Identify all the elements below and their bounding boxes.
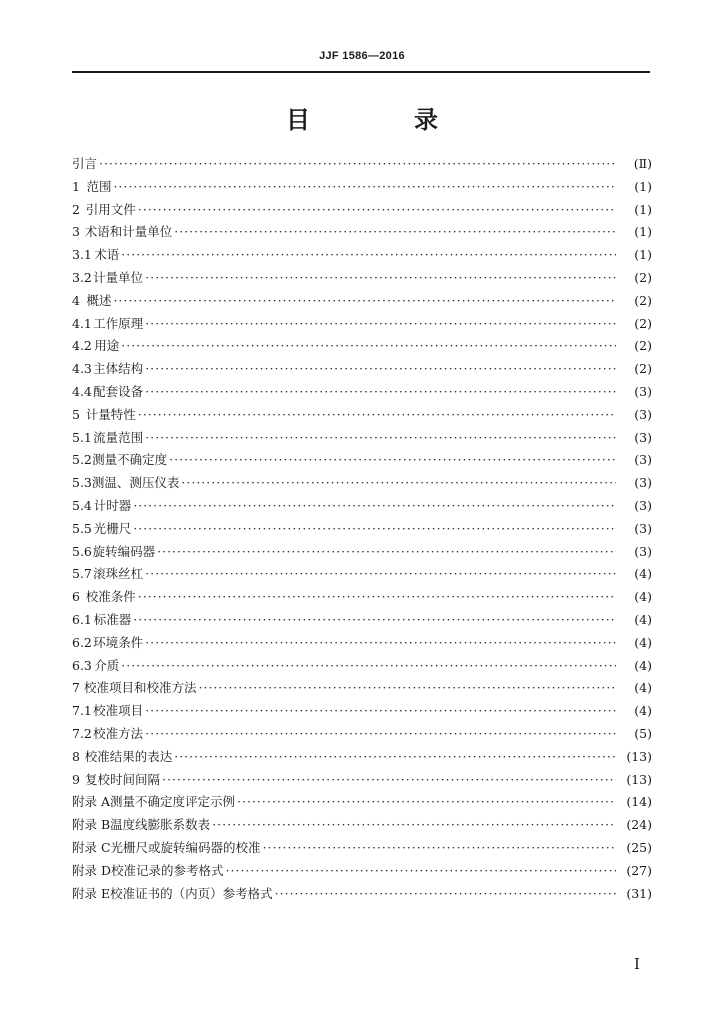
- standard-code: JJF 1586—2016: [319, 50, 405, 62]
- toc-entry-number: 6.3: [72, 657, 92, 673]
- toc-entry[interactable]: [72, 495, 652, 518]
- dot-leader: [145, 700, 616, 723]
- toc-entry-number: 5.4: [72, 497, 92, 513]
- page-number: I: [634, 955, 640, 973]
- toc-entry-label: 用途: [94, 338, 120, 354]
- toc-entry-label: 测量不确定度: [92, 452, 168, 468]
- dot-leader: [174, 746, 616, 769]
- toc-entry-page: (2): [634, 338, 652, 354]
- toc-entry-page: (2): [634, 361, 652, 377]
- toc-entry-label: 光栅尺或旋转编码器的校准: [110, 839, 261, 855]
- dot-leader: [113, 176, 616, 199]
- toc-entry-page: (13): [626, 771, 652, 787]
- toc-entry-page: (25): [626, 839, 652, 855]
- toc-entry[interactable]: [72, 404, 652, 427]
- toc-entry-page: (4): [634, 657, 652, 673]
- toc-entry-page: (14): [626, 794, 652, 810]
- toc-entry-label: 滚珠丝杠: [93, 566, 144, 582]
- dot-leader: [145, 632, 616, 655]
- toc-entry[interactable]: [72, 769, 652, 792]
- toc-entry-page: (4): [634, 611, 652, 627]
- toc-entry[interactable]: [72, 449, 652, 472]
- toc-entry[interactable]: [72, 358, 652, 381]
- toc-entry[interactable]: [72, 427, 652, 450]
- dot-leader: [133, 609, 616, 632]
- toc-entry[interactable]: [72, 199, 652, 222]
- toc-entry-number: 8: [72, 748, 80, 764]
- dot-leader: [157, 541, 616, 564]
- toc-entry-number: 5.5: [72, 520, 92, 536]
- table-of-contents: [72, 153, 652, 905]
- toc-entry-label: 计量单位: [93, 269, 144, 285]
- toc-entry-label: 范围: [86, 178, 112, 194]
- toc-entry-number: 附录 A: [72, 794, 111, 810]
- header-rule: [72, 71, 650, 73]
- toc-entry[interactable]: [72, 883, 652, 906]
- toc-entry-page: (3): [634, 497, 652, 513]
- dot-leader: [145, 358, 616, 381]
- toc-entry-label: 复校时间间隔: [85, 771, 161, 787]
- dot-leader: [212, 814, 616, 837]
- toc-entry-number: 7.2: [72, 725, 92, 741]
- dot-leader: [133, 495, 616, 518]
- toc-entry[interactable]: [72, 176, 652, 199]
- dot-leader: [145, 723, 616, 746]
- toc-entry[interactable]: [72, 472, 652, 495]
- dot-leader: [275, 883, 616, 906]
- toc-entry[interactable]: [72, 563, 652, 586]
- dot-leader: [145, 563, 616, 586]
- dot-leader: [237, 791, 616, 814]
- toc-entry-number: 3.1: [72, 247, 92, 263]
- dot-leader: [113, 290, 616, 313]
- toc-entry-label: 环境条件: [93, 634, 144, 650]
- toc-entry-number: 4: [72, 292, 80, 308]
- toc-entry-label: 温度线膨胀系数表: [110, 817, 211, 833]
- toc-entry[interactable]: [72, 814, 652, 837]
- toc-entry[interactable]: [72, 381, 652, 404]
- toc-entry-number: 5.7: [72, 566, 92, 582]
- toc-entry[interactable]: [72, 267, 652, 290]
- toc-entry-number: 3.2: [72, 269, 92, 285]
- toc-entry-page: (2): [634, 292, 652, 308]
- toc-entry-label: 校准项目: [93, 703, 144, 719]
- dot-leader: [99, 153, 616, 176]
- toc-entry-number: 6.2: [72, 634, 92, 650]
- toc-entry-label: 概述: [86, 292, 112, 308]
- toc-entry-number: 6: [72, 589, 80, 605]
- toc-entry-page: (2): [634, 269, 652, 285]
- toc-entry-number: 5.1: [72, 429, 92, 445]
- toc-entry-label: 介质: [94, 657, 120, 673]
- toc-entry[interactable]: [72, 221, 652, 244]
- dot-leader: [121, 335, 616, 358]
- toc-entry-label: 旋转编码器: [92, 543, 156, 559]
- dot-leader: [169, 449, 616, 472]
- toc-entry-page: (1): [634, 224, 652, 240]
- dot-leader: [121, 244, 616, 267]
- toc-entry-page: (5): [634, 725, 652, 741]
- toc-entry-page: (3): [634, 383, 652, 399]
- toc-entry-label: 引用文件: [85, 201, 136, 217]
- toc-entry-page: (1): [634, 247, 652, 263]
- toc-entry[interactable]: [72, 791, 652, 814]
- toc-entry[interactable]: [72, 335, 652, 358]
- toc-entry-number: 4.1: [72, 315, 92, 331]
- toc-entry-label: 工作原理: [93, 315, 144, 331]
- toc-entry-label: 流量范围: [93, 429, 144, 445]
- toc-entry-label: 校准方法: [93, 725, 144, 741]
- toc-entry-number: 6.1: [72, 611, 92, 627]
- toc-entry-number: 5: [72, 406, 80, 422]
- toc-entry-label: 校准项目和校准方法: [83, 680, 197, 696]
- toc-entry-page: (3): [634, 543, 652, 559]
- toc-entry-number: 9: [72, 771, 80, 787]
- dot-leader: [199, 677, 617, 700]
- toc-entry[interactable]: [72, 655, 652, 678]
- toc-entry-number: 附录 E: [72, 885, 111, 901]
- toc-entry-page: (3): [634, 475, 652, 491]
- toc-entry-page: (1): [634, 178, 652, 194]
- toc-entry-number: 4.2: [72, 338, 92, 354]
- toc-entry-number: 附录 D: [72, 862, 111, 878]
- toc-entry[interactable]: [72, 609, 652, 632]
- toc-entry-number: 5.6: [72, 543, 92, 559]
- toc-entry-label: 主体结构: [93, 361, 144, 377]
- toc-entry-label: 计量特性: [85, 406, 136, 422]
- toc-entry-page: (24): [626, 817, 652, 833]
- toc-entry[interactable]: [72, 244, 652, 267]
- toc-entry-page: (27): [626, 862, 652, 878]
- dot-leader: [138, 586, 616, 609]
- toc-entry[interactable]: [72, 677, 652, 700]
- toc-entry-page: (4): [634, 566, 652, 582]
- dot-leader: [145, 313, 616, 336]
- toc-entry[interactable]: [72, 723, 652, 746]
- toc-entry[interactable]: [72, 586, 652, 609]
- dot-leader: [138, 199, 616, 222]
- toc-entry-label: 引言: [72, 156, 98, 171]
- toc-entry-page: (13): [626, 748, 652, 764]
- toc-entry-label: 配套设备: [93, 383, 144, 399]
- toc-entry[interactable]: [72, 837, 652, 860]
- dot-leader: [263, 837, 616, 860]
- toc-entry-page: (31): [626, 885, 652, 901]
- toc-entry-label: 校准结果的表达: [84, 748, 173, 764]
- toc-entry-number: 5.2: [72, 452, 92, 468]
- toc-entry[interactable]: [72, 290, 652, 313]
- toc-entry-label: 术语: [94, 247, 120, 263]
- toc-entry[interactable]: [72, 746, 652, 769]
- dot-leader: [121, 655, 616, 678]
- toc-entry-page: (4): [634, 703, 652, 719]
- toc-entry-label: 校准条件: [85, 589, 136, 605]
- toc-entry[interactable]: [72, 700, 652, 723]
- toc-entry-number: 2: [72, 201, 80, 217]
- toc-entry-label: 计时器: [93, 497, 132, 513]
- toc-entry-label: 测量不确定度评定示例: [110, 794, 236, 810]
- toc-entry-number: 7.1: [72, 703, 92, 719]
- dot-leader: [181, 472, 616, 495]
- toc-entry-label: 校准记录的参考格式: [111, 862, 224, 878]
- toc-entry-number: 附录 B: [72, 817, 111, 833]
- toc-entry-page: (Ⅱ): [633, 156, 652, 171]
- toc-entry-page: (2): [634, 315, 652, 331]
- dot-leader: [145, 267, 616, 290]
- dot-leader: [174, 221, 616, 244]
- toc-entry-label: 校准证书的（内页）参考格式: [110, 885, 273, 901]
- dot-leader: [133, 518, 616, 541]
- dot-leader: [145, 381, 616, 404]
- toc-entry-number: 3: [72, 224, 80, 240]
- toc-entry[interactable]: [72, 541, 652, 564]
- dot-leader: [138, 404, 616, 427]
- toc-entry-page: (4): [634, 680, 652, 696]
- toc-entry-number: 1: [72, 178, 80, 194]
- toc-entry-label: 标准器: [93, 611, 132, 627]
- dot-leader: [226, 860, 616, 883]
- toc-entry[interactable]: [72, 313, 652, 336]
- toc-entry[interactable]: [72, 632, 652, 655]
- dot-leader: [162, 769, 616, 792]
- toc-entry-page: (3): [634, 429, 652, 445]
- toc-entry-page: (4): [634, 589, 652, 605]
- page-title: 目 录: [286, 106, 478, 134]
- toc-entry-label: 术语和计量单位: [84, 224, 173, 240]
- toc-entry-number: 4.3: [72, 361, 92, 377]
- toc-entry-page: (3): [634, 520, 652, 536]
- toc-entry[interactable]: [72, 860, 652, 883]
- dot-leader: [145, 427, 616, 450]
- toc-entry-number: 附录 C: [72, 839, 111, 855]
- toc-entry-number: 5.3: [72, 475, 92, 491]
- toc-entry-page: (1): [634, 201, 652, 217]
- toc-entry-number: 4.4: [72, 383, 92, 399]
- toc-entry-label: 光栅尺: [93, 520, 132, 536]
- toc-entry-page: (4): [634, 634, 652, 650]
- toc-entry[interactable]: [72, 153, 652, 176]
- toc-entry[interactable]: [72, 518, 652, 541]
- toc-entry-number: 7: [72, 680, 80, 696]
- toc-entry-page: (3): [634, 406, 652, 422]
- toc-entry-page: (3): [634, 452, 652, 468]
- toc-entry-label: 测温、测压仪表: [91, 475, 180, 491]
